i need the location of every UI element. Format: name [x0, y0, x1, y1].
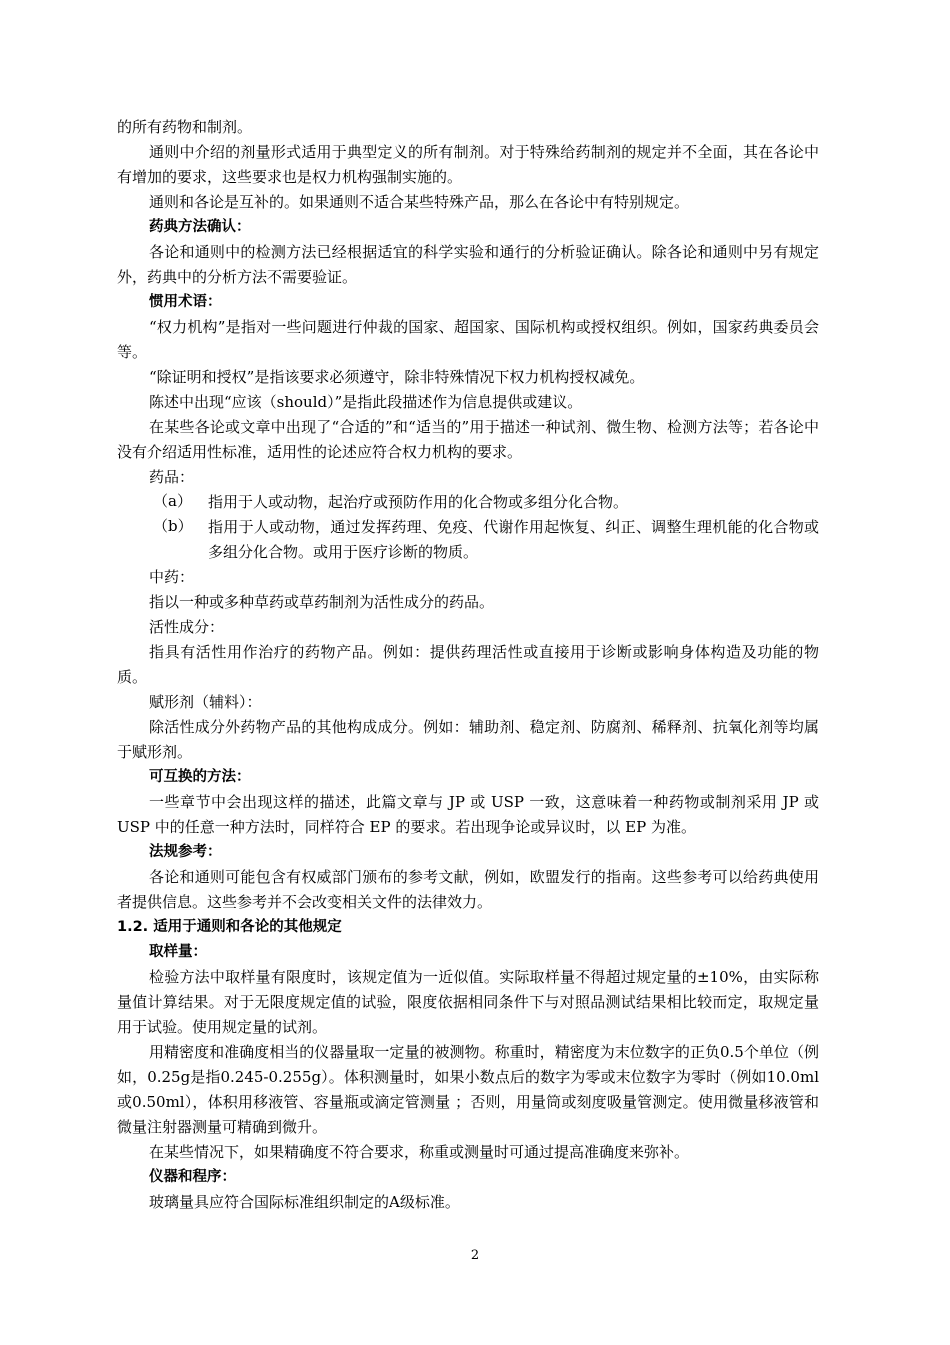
paragraph: 玻璃量具应符合国际标准组织制定的A级标准。 [149, 1193, 460, 1211]
paragraph: 检验方法中取样量有限度时，该规定值为一近似值。实际取样量不得超过规定量的±10%，由实际称量值计算结果。对于无限度规定值的试验，限度依据相同条件下与对照品测试结果相比较而定，取规定量用于试验。使用规定量的试剂。 [117, 968, 819, 1036]
paragraph: 的所有药物和制剂。 [117, 118, 253, 136]
paragraph: 指以一种或多种草药或草药制剂为活性成分的药品。 [149, 593, 495, 611]
subheading: 药典方法确认： [149, 219, 251, 235]
list-item-text: 指用于人或动物，通过发挥药理、免疫、代谢作用起恢复、纠正、调整生理机能的化合物或多组分化合物。或用于医疗诊断的物质。 [208, 518, 819, 561]
paragraph: 用精密度和准确度相当的仪器量取一定量的被测物。称重时，精密度为末位数字的正负0.5个单位（例如，0.25g是指0.245-0.255g）。体积测量时，如果小数点后的数字为零或末位数字为零时（例如10.0ml或0.50ml），体积用移液管、容量瓶或滴定管测量 ；否则，用量筒或刻度吸量管测定。使用微量移液管和微量注射器测量可精确到微升。 [117, 1043, 819, 1136]
term-label: 药品： [149, 468, 195, 486]
subheading: 惯用术语： [149, 294, 222, 310]
list-item-text: 指用于人或动物，起治疗或预防作用的化合物或多组分化合物。 [208, 493, 629, 511]
paragraph: 一些章节中会出现这样的描述，此篇文章与 JP 或 USP 一致，这意味着一种药物或制剂采用 JP 或 USP 中的任意一种方法时，同样符合 EP 的要求。若出现争论或异议时，以 EP 为准。 [117, 793, 819, 836]
page-number: 2 [470, 1248, 480, 1263]
term-label: 赋形剂（辅料）： [149, 693, 262, 711]
term-label: 中药： [149, 568, 195, 586]
list-item [117, 515, 819, 565]
section-heading: 1.2. 适用于通则和各论的其他规定 [117, 919, 342, 935]
paragraph: 通则中介绍的剂量形式适用于典型定义的所有制剂。对于特殊给药制剂的规定并不全面，其在各论中有增加的要求，这些要求也是权力机构强制实施的。 [117, 143, 819, 186]
paragraph: 通则和各论是互补的。如果通则不适合某些特殊产品，那么在各论中有特别规定。 [149, 193, 690, 211]
paragraph: 除活性成分外药物产品的其他构成成分。例如：辅助剂、稳定剂、防腐剂、稀释剂、抗氧化剂等均属于赋形剂。 [117, 718, 819, 761]
subheading: 取样量： [149, 944, 207, 960]
list-marker: （a） [153, 492, 192, 510]
paragraph: “权力机构”是指对一些问题进行仲裁的国家、超国家、国际机构或授权组织。例如，国家药典委员会等。 [117, 318, 819, 361]
subheading: 仪器和程序： [149, 1169, 236, 1185]
paragraph: 陈述中出现“应该（should）”是指此段描述作为信息提供或建议。 [149, 393, 583, 411]
paragraph: 各论和通则中的检测方法已经根据适宜的科学实验和通行的分析验证确认。除各论和通则中另有规定外，药典中的分析方法不需要验证。 [117, 243, 819, 286]
subheading: 可互换的方法： [149, 769, 251, 785]
paragraph: 各论和通则可能包含有权威部门颁布的参考文献，例如，欧盟发行的指南。这些参考可以给药典使用者提供信息。这些参考并不会改变相关文件的法律效力。 [117, 868, 819, 911]
subheading: 法规参考： [149, 844, 222, 860]
paragraph: 在某些情况下，如果精确度不符合要求，称重或测量时可通过提高准确度来弥补。 [149, 1143, 690, 1161]
list-item [117, 490, 819, 515]
term-label: 活性成分： [149, 618, 225, 636]
paragraph: 在某些各论或文章中出现了“合适的”和“适当的”用于描述一种试剂、微生物、检测方法等；若各论中没有介绍适用性标准，适用性的论述应符合权力机构的要求。 [117, 418, 819, 461]
paragraph: 指具有活性用作治疗的药物产品。例如：提供药理活性或直接用于诊断或影响身体构造及功能的物质。 [117, 643, 819, 686]
paragraph: “除证明和授权”是指该要求必须遵守，除非特殊情况下权力机构授权减免。 [149, 368, 645, 386]
list-marker: （b） [153, 517, 193, 535]
body-text [117, 115, 819, 1215]
